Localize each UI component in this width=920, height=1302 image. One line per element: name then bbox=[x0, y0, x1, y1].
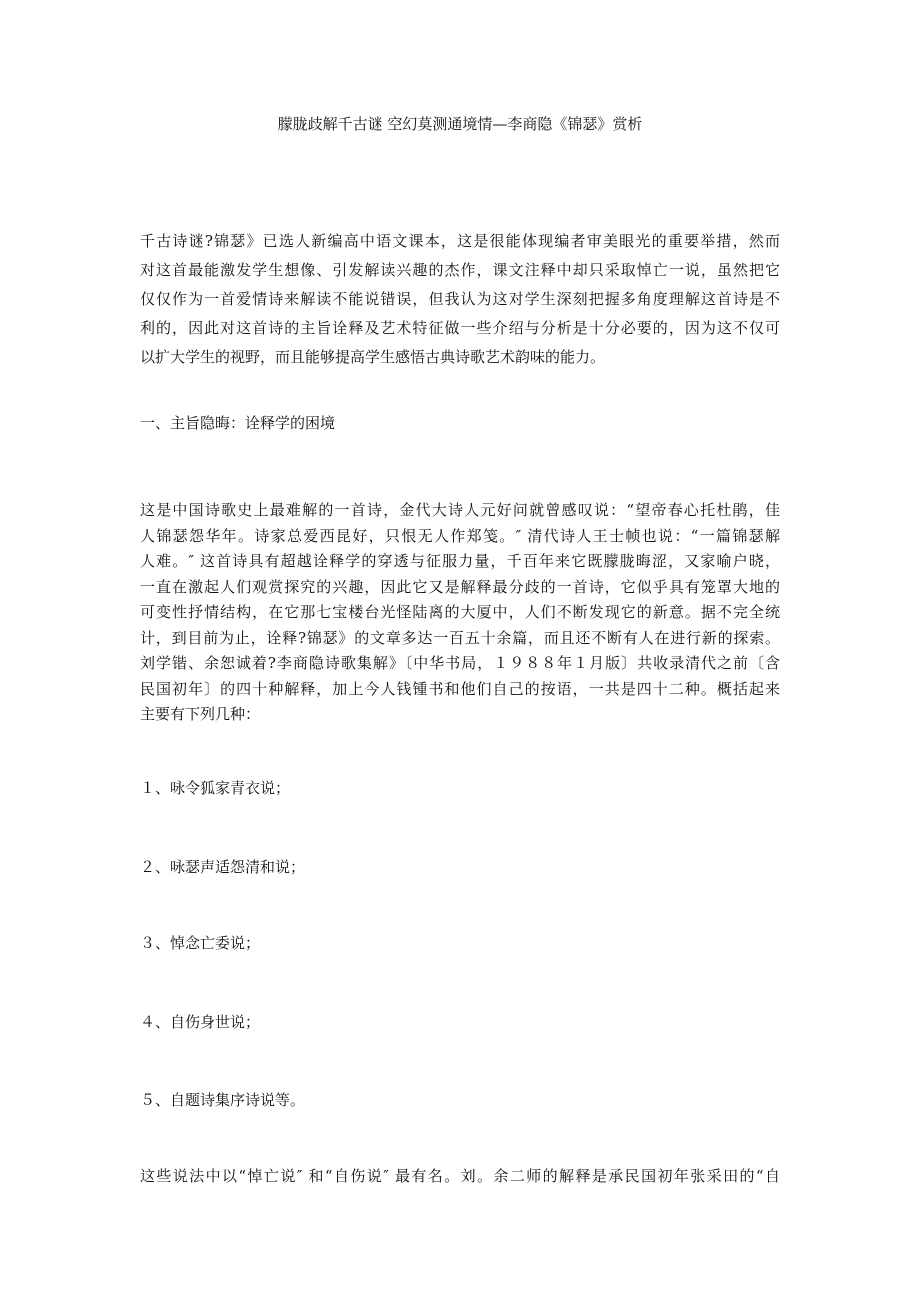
body-line: 人锦瑟怨华年。诗家总爱西昆好，只恨无人作郑笺。″ 清代诗人王士帧也说：“一篇锦瑟解 bbox=[140, 526, 780, 545]
list-item: １、咏令狐家青衣说； bbox=[140, 779, 291, 797]
list-item: ５、自题诗集序诗说等。 bbox=[140, 1091, 306, 1109]
section-heading: 一、主旨隐晦：诠释学的困境 bbox=[140, 414, 336, 432]
body-line: 主要有下列几种： bbox=[140, 705, 261, 723]
intro-line: 以扩大学生的视野，而且能够提高学生感悟古典诗歌艺术韵味的能力。 bbox=[140, 348, 606, 366]
body-line: 一直在激起人们观赏探究的兴趣，因此它又是解释最分歧的一首诗，它似乎具有笼罩大地的 bbox=[140, 577, 780, 596]
list-item: ３、悼念亡委说； bbox=[140, 934, 261, 952]
body-line: 计，到目前为止，诠释?锦瑟》的文章多达一百五十余篇，而且还不断有人在进行新的探索。 bbox=[140, 628, 780, 647]
body-line: 这是中国诗歌史上最难解的一首诗，金代大诗人元好问就曾感叹说：“望帝春心托杜鹃，佳 bbox=[140, 501, 780, 519]
body-line: 可变性抒情结构，在它那七宝楼台光怪陆离的大厦中，人们不断发现它的新意。据不完全统 bbox=[140, 603, 780, 621]
intro-line: 对这首最能激发学生想像、引发解读兴趣的杰作，课文注释中却只采取悼亡一说，虽然把它 bbox=[140, 261, 780, 279]
intro-line: 利的，因此对这首诗的主旨诠释及艺术特征做一些介绍与分析是十分必要的，因为这不仅可 bbox=[140, 319, 780, 337]
intro-line: 千古诗谜?锦瑟》已选人新编高中语文课本，这是很能体现编者审美眼光的重要举措，然而 bbox=[140, 232, 780, 250]
body-line: 人难。″ 这首诗具有超越诠释学的穿透与征服力量，千百年来它既朦胧晦涩，又家喻户晓， bbox=[140, 552, 780, 570]
body-line: 这些说法中以“悼亡说″ 和“自伤说″ 最有名。刘。余二师的解释是承民国初年张采田的“自 bbox=[140, 1167, 780, 1185]
list-item: ２、咏瑟声适怨清和说； bbox=[140, 858, 306, 876]
body-line: 刘学锴、余恕诚着?李商隐诗歌集解》〔中华书局，１９８８年１月版〕共收录清代之前〔含 bbox=[140, 654, 780, 672]
document-title: 朦胧歧解千古谜 空幻莫测通境情—李商隐《锦瑟》赏析 bbox=[277, 115, 643, 133]
list-item: ４、自伤身世说； bbox=[140, 1013, 261, 1031]
intro-line: 仅仅作为一首爱情诗来解读不能说错误，但我认为这对学生深刻把握多角度理解这首诗是不 bbox=[140, 290, 780, 308]
body-line: 民国初年〕的四十种解释，加上今人钱锺书和他们自己的按语，一共是四十二种。概括起来 bbox=[140, 679, 780, 698]
